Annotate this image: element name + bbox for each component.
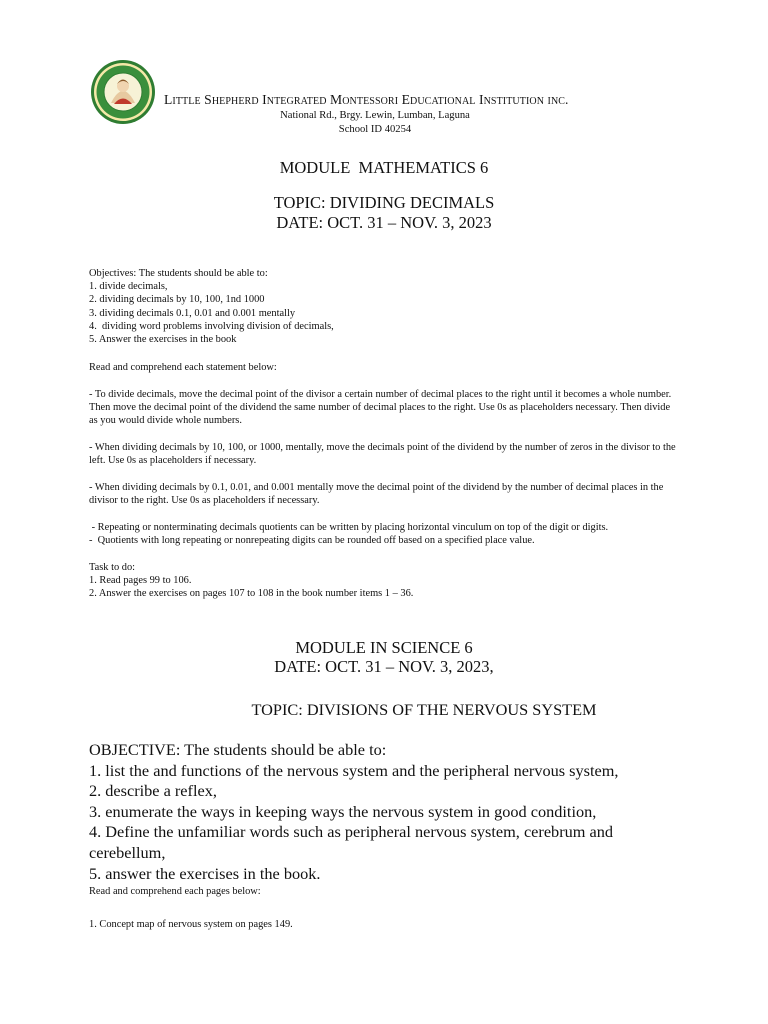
math-objectives [89, 267, 679, 346]
math-objective-item: 3. dividing decimals 0.1, 0.01 and 0.001 mentally [89, 307, 296, 319]
math-module-title: MODULE MATHEMATICS 6 [279, 158, 489, 177]
math-tasks [89, 561, 679, 601]
science-objective-item: 4. Define the unfamiliar words such as peripheral nervous system, cerebrum and cerebellum, [89, 822, 613, 862]
science-topic: TOPIC: DIVISIONS OF THE NERVOUS SYSTEM [251, 700, 597, 719]
science-topic-wrap [0, 700, 768, 720]
science-read-instruction: Read and comprehend each pages below: [89, 886, 261, 897]
science-objective-item: 2. describe a reflex, [89, 781, 217, 801]
math-task-item: 1. Read pages 99 to 106. [89, 575, 192, 587]
school-id: School ID 40254 [338, 124, 412, 135]
math-task-item: 2. Answer the exercises on pages 107 to 108 in the book number items 1 – 36. [89, 588, 414, 600]
math-statement: - When dividing decimals by 10, 100, or 1000, mentally, move the decimals point of the dividend by the number of zeros in the divisor to the left. Use 0s as placeholders if necessary. [89, 442, 676, 467]
school-address: National Rd., Brgy. Lewin, Lumban, Laguna [280, 110, 470, 121]
math-statement-group [89, 521, 679, 547]
science-objective-item: 5. answer the exercises in the book. [89, 863, 321, 883]
math-read-instruction: Read and comprehend each statement below: [89, 362, 277, 373]
science-objective-item: 1. list the and functions of the nervous system and the peripheral nervous system, [89, 760, 619, 780]
science-item: 1. Concept map of nervous system on pages 149. [89, 919, 293, 930]
math-topic: TOPIC: DIVIDING DECIMALS [273, 193, 495, 212]
math-objective-item: 2. dividing decimals by 10, 100, 1nd 1000 [89, 294, 265, 306]
math-task-heading: Task to do: [89, 562, 136, 573]
science-module-title: MODULE IN SCIENCE 6 [295, 638, 473, 657]
math-statement: - Repeating or nonterminating decimals quotients can be written by placing horizontal vinculum on top of the digit or digits. [89, 522, 609, 533]
math-objectives-heading: Objectives: The students should be able to: [89, 268, 268, 279]
science-date: DATE: OCT. 31 – NOV. 3, 2023, [274, 657, 494, 676]
math-statement: - Quotients with long repeating or nonrepeating digits can be rounded off based on a specified place value. [89, 535, 535, 547]
math-statement: - To divide decimals, move the decimal point of the divisor a certain number of decimal places to the right until it becomes a whole number. Then move the decimal point of the dividend the same number of decimal places to the right. Use 0s as placeholders necessary. Then divide as you would divide whole numbers. [89, 389, 672, 427]
math-date: DATE: OCT. 31 – NOV. 3, 2023 [276, 213, 492, 232]
school-address-block [0, 109, 768, 137]
math-objective-item: 4. dividing word problems involving division of decimals, [89, 320, 334, 332]
science-objectives [89, 740, 689, 884]
math-objective-item: 1. divide decimals, [89, 281, 168, 293]
science-objective-heading: OBJECTIVE: The students should be able to: [89, 740, 387, 759]
school-name: Little Shepherd Integrated Montessori Educational Institution inc. [164, 92, 569, 107]
math-objective-item: 5. Answer the exercises in the book [89, 334, 237, 346]
math-statement: - When dividing decimals by 0.1, 0.01, and 0.001 mentally move the decimal point of the dividend by the number of decimal places in the divisor to the right. Use 0s as placeholders if necessary. [89, 482, 664, 507]
science-objective-item: 3. enumerate the ways in keeping ways the nervous system in good condition, [89, 801, 597, 821]
